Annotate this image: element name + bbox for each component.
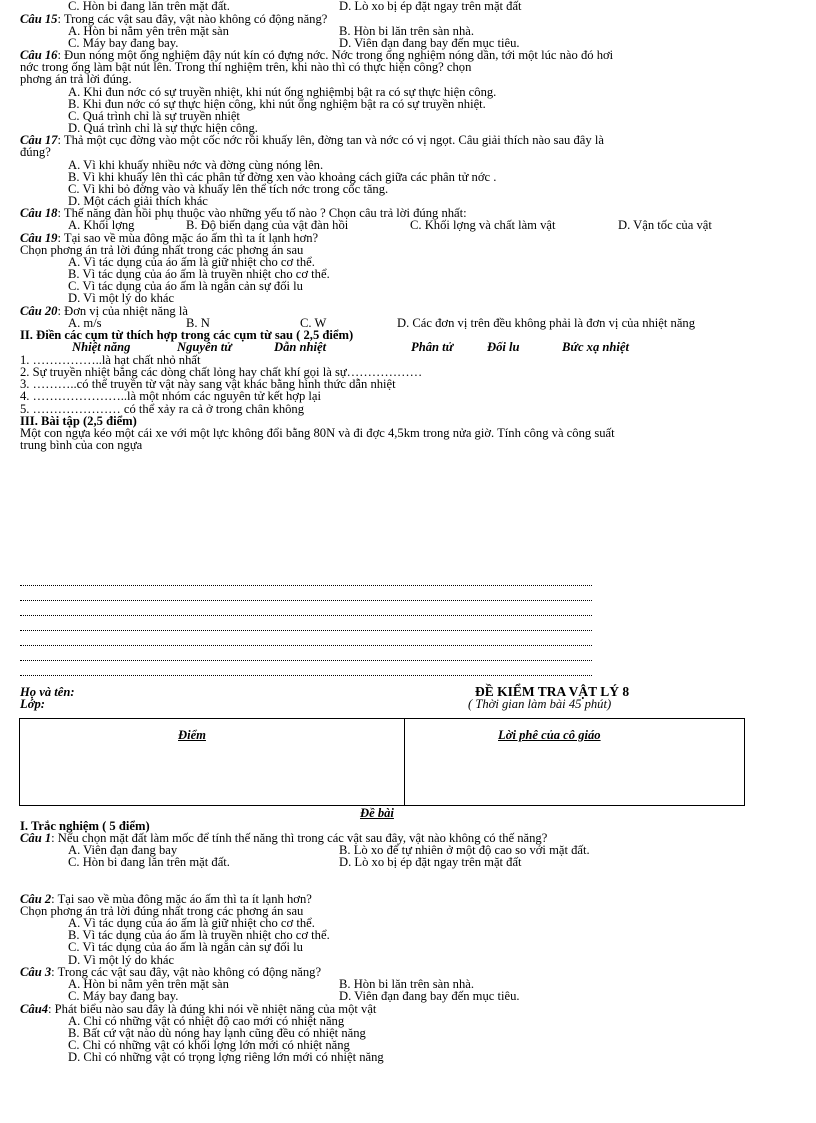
word-bank-item: Dẫn nhiệt bbox=[274, 340, 327, 354]
score-label: Điểm bbox=[178, 728, 206, 742]
fill-sentence-5: 5. ………………… có thể xảy ra cả ở trong chân không bbox=[20, 402, 305, 416]
answer-line bbox=[20, 600, 592, 601]
q3-option-d: D. Viên đạn đang bay đến mục tiêu. bbox=[339, 989, 520, 1003]
q1-option-a: A. Viên đạn đang bay bbox=[68, 843, 178, 857]
question-text: : Đơn vị của nhiệt năng là bbox=[57, 304, 188, 318]
part3-title: III. Bài tập (2,5 điểm) bbox=[20, 414, 137, 428]
q4-option-c: C. Chỉ có những vật có khối lợng lớn mới có nhiệt năng bbox=[68, 1038, 350, 1052]
class-label: Lớp: bbox=[20, 697, 45, 711]
q18-option-c: C. Khối lợng và chất làm vật bbox=[410, 218, 556, 232]
q17-option-b: B. Vì khi khuấy lên thì các phân tử đờng xen vào khoảng cách giữa các phân tử nớc . bbox=[68, 170, 497, 184]
q2-option-b: B. Vì tác dụng của áo ấm là truyền nhiệt cho cơ thể. bbox=[68, 928, 330, 942]
question-label: Câu4 bbox=[20, 1002, 48, 1016]
q18-option-d: D. Vận tốc của vật bbox=[618, 218, 712, 232]
q18-option-a: A. Khối lợng bbox=[68, 218, 135, 232]
fill-sentence-3: 3. ………..có thể truyền từ vật này sang vật khác bằng hình thức dẫn nhiệt bbox=[20, 377, 396, 391]
q3-option-c: C. Máy bay đang bay. bbox=[68, 989, 179, 1003]
question-text: : Thế năng đàn hồi phụ thuộc vào những yếu tố nào ? Chọn câu trả lời đúng nhất: bbox=[57, 206, 467, 220]
exam-time: ( Thời gian làm bài 45 phút) bbox=[468, 697, 612, 711]
q17-option-c: C. Vì khi bỏ đờng vào và khuấy lên thể tích nớc trong cốc tăng. bbox=[68, 182, 389, 196]
q20-option-a: A. m/s bbox=[68, 316, 102, 330]
answer-line bbox=[20, 585, 592, 586]
q19-option-c: C. Vì tác dụng của áo ấm là ngăn cản sự đối lu bbox=[68, 279, 303, 293]
question-20 bbox=[20, 305, 188, 317]
question-text: : Tại sao về mùa đông mặc áo ấm thì ta ít lạnh hơn? bbox=[57, 231, 319, 245]
word-bank-item: Nhiệt năng bbox=[72, 340, 131, 354]
q20-option-d: D. Các đơn vị trên đều không phải là đơn vị của nhiệt năng bbox=[397, 316, 696, 330]
question-text: : Thả một cục đờng vào một cốc nớc rồi khuấy lên, đờng tan và nớc có vị ngọt. Câu giải thích nào sau đây là bbox=[57, 133, 604, 147]
q2-option-a: A. Vì tác dụng của áo ấm là giữ nhiệt cho cơ thể. bbox=[68, 916, 315, 930]
question-label: Câu 18 bbox=[20, 206, 58, 220]
question-text: : Trong các vật sau đây, vật nào không có động năng? bbox=[57, 12, 328, 26]
exam-title: ĐỀ KIỂM TRA VẬT LÝ 8 bbox=[475, 684, 630, 699]
question-text: : Đun nóng một ống nghiệm đậy nút kín có đựng nớc. Nớc trong ống nghiệm nóng dần, tới một lúc nào đó hơi bbox=[57, 48, 614, 62]
q18-option-b: B. Độ biến dạng của vật đàn hồi bbox=[186, 218, 349, 232]
q4-option-d: D. Chỉ có những vật có trọng lợng riêng lớn mới có nhiệt năng bbox=[68, 1050, 384, 1064]
question-label: Câu 3 bbox=[20, 965, 52, 979]
question-text: : Trong các vật sau đây, vật nào không có động năng? bbox=[51, 965, 322, 979]
q4-option-b: B. Bất cứ vật nào dù nóng hay lạnh cũng đều có nhiệt năng bbox=[68, 1026, 366, 1040]
question-label: Câu 16 bbox=[20, 48, 58, 62]
fill-sentence-1: 1. ……………..là hạt chất nhỏ nhất bbox=[20, 353, 201, 367]
q3-option-b: B. Hòn bi lăn trên sàn nhà. bbox=[339, 977, 475, 991]
part1-title: I. Trắc nghiệm ( 5 điểm) bbox=[20, 819, 150, 833]
q4-option-a: A. Chỉ có những vật có nhiệt độ cao mới có nhiệt năng bbox=[68, 1014, 345, 1028]
question-16-line2: nớc trong ống làm bật nút lên. Trong thí nghiệm trên, khi nào thì có thực hiện công? chọn bbox=[20, 60, 472, 74]
part2-title: II. Điền các cụm từ thích hợp trong các cụm từ sau ( 2,5 điểm) bbox=[20, 328, 354, 342]
answer-line bbox=[20, 645, 592, 646]
question-17-line2: đúng? bbox=[20, 145, 51, 159]
question-label: Câu 15 bbox=[20, 12, 58, 26]
q1-option-c: C. Hòn bi đang lăn trên mặt đất. bbox=[68, 855, 230, 869]
q15-option-c: C. Máy bay đang bay. bbox=[68, 36, 179, 50]
exercise-text-line2: trung bình của con ngựa bbox=[20, 438, 143, 452]
q19-option-d: D. Vì một lý do khác bbox=[68, 291, 175, 305]
fill-sentence-4: 4. …………………..là một nhóm các nguyên tử kết hợp lại bbox=[20, 389, 321, 403]
q16-option-a: A. Khi đun nớc có sự truyền nhiệt, khi nút ống nghiệmbị bật ra có sự thực hiện công. bbox=[68, 85, 497, 99]
answer-line bbox=[20, 630, 592, 631]
q1-option-b: B. Lò xo để tự nhiên ở một độ cao so với mặt đất. bbox=[339, 843, 590, 857]
question-17 bbox=[20, 134, 604, 146]
q16-option-b: B. Khi đun nớc có sự thực hiện công, khi nút ống nghiệm bật ra có sự truyền nhiệt. bbox=[68, 97, 486, 111]
question-label: Câu 1 bbox=[20, 831, 52, 845]
answer-line bbox=[20, 675, 592, 676]
grade-box-divider bbox=[404, 719, 405, 805]
q15-option-a: A. Hòn bi nằm yên trên mặt sàn bbox=[68, 24, 229, 38]
word-bank-item: Nguyên tử bbox=[177, 340, 232, 354]
question-label: Câu 17 bbox=[20, 133, 58, 147]
question-text: : Tại sao về mùa đông mặc áo ấm thì ta ít lạnh hơn? bbox=[51, 892, 312, 906]
question-label: Câu 19 bbox=[20, 231, 58, 245]
question-16-line3: phơng án trả lời đúng. bbox=[20, 72, 132, 86]
q19-option-a: A. Vì tác dụng của áo ấm là giữ nhiệt cho cơ thể. bbox=[68, 255, 315, 269]
question-label: Câu 20 bbox=[20, 304, 58, 318]
grade-box bbox=[19, 718, 745, 806]
word-bank-item: Phân tử bbox=[411, 340, 454, 354]
q17-option-d: D. Một cách giải thích khác bbox=[68, 194, 208, 208]
word-bank-item: Đối lu bbox=[487, 340, 520, 354]
q2-option-c: C. Vì tác dụng của áo ấm là ngăn cản sự đối lu bbox=[68, 940, 303, 954]
q19-option-b: B. Vì tác dụng của áo ấm là truyền nhiệt cho cơ thể. bbox=[68, 267, 330, 281]
comment-label: Lời phê của cô giáo bbox=[498, 728, 601, 742]
q14-option-c: C. Hòn bi đang lăn trên mặt đất. bbox=[68, 0, 230, 13]
q15-option-b: B. Hòn bi lăn trên sàn nhà. bbox=[339, 24, 475, 38]
q16-option-d: D. Quá trình chỉ là sự thực hiện công. bbox=[68, 121, 258, 135]
q20-option-b: B. N bbox=[186, 316, 210, 330]
fill-sentence-2: 2. Sự truyền nhiệt bằng các dòng chất lỏng hay chất khí gọi là sự……………… bbox=[20, 365, 423, 379]
question-text: : Phát biểu nào sau đây là đúng khi nói về nhiệt năng của một vật bbox=[48, 1002, 377, 1016]
q20-option-c: C. W bbox=[300, 316, 327, 330]
answer-line bbox=[20, 660, 592, 661]
q16-option-c: C. Quá trình chỉ là sự truyền nhiệt bbox=[68, 109, 240, 123]
question-2-line2: Chọn phơng án trả lời đúng nhất trong các phơng án sau bbox=[20, 904, 304, 918]
q2-option-d: D. Vì một lý do khác bbox=[68, 953, 175, 967]
exercise-text: Một con ngựa kéo một cái xe với một lực không đổi bằng 80N và đi đợc 4,5km trong nửa giờ. Tính công và công suất bbox=[20, 426, 615, 440]
q3-option-a: A. Hòn bi nằm yên trên mặt sàn bbox=[68, 977, 229, 991]
question-text: : Nếu chọn mặt đất làm mốc để tính thế năng thì trong các vật sau đây, vật nào không có thế năng? bbox=[51, 831, 548, 845]
name-label: Họ và tên: bbox=[20, 685, 75, 699]
q14-option-d: D. Lò xo bị ép đặt ngay trên mặt đất bbox=[339, 0, 522, 13]
q17-option-a: A. Vì khi khuấy nhiều nớc và đờng cùng nóng lên. bbox=[68, 158, 324, 172]
q1-option-d: D. Lò xo bị ép đặt ngay trên mặt đất bbox=[339, 855, 522, 869]
exam-label: Đề bài bbox=[360, 806, 394, 820]
q15-option-d: D. Viên đạn đang bay đến mục tiêu. bbox=[339, 36, 520, 50]
question-label: Câu 2 bbox=[20, 892, 52, 906]
answer-line bbox=[20, 615, 592, 616]
question-19-line2: Chọn phơng án trả lời đúng nhất trong các phơng án sau bbox=[20, 243, 304, 257]
word-bank-item: Bức xạ nhiệt bbox=[562, 340, 630, 354]
